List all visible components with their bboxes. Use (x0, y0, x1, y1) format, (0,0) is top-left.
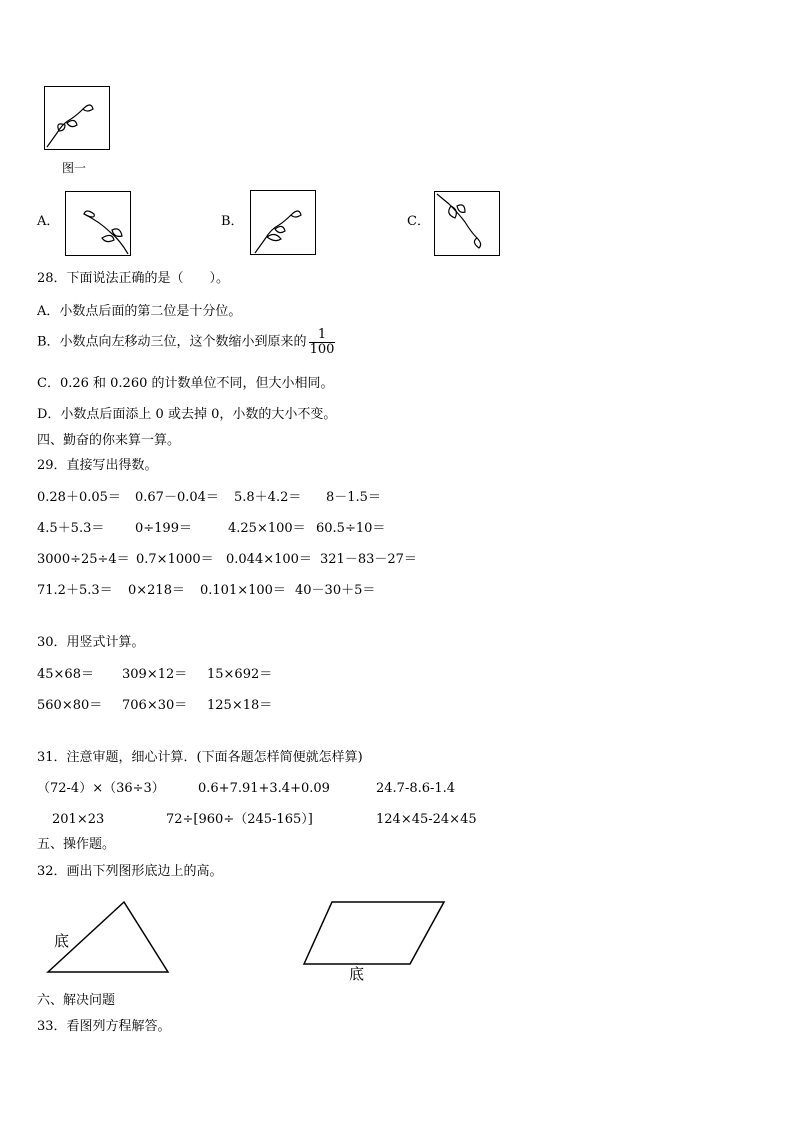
q31-r1-c3: 24.7-8.6-1.4 (376, 781, 456, 796)
q29-r2-c2: 0÷199＝ (135, 521, 192, 536)
q29-stem: 29．直接写出得数。 (37, 458, 158, 473)
q28-option-a[interactable]: A．小数点后面的第二位是十分位。 (37, 304, 242, 319)
q29-r4-c3: 0.101×100＝ (200, 583, 286, 598)
triangle-base-label: 底 (54, 932, 70, 950)
q29-r3-c3: 0.044×100＝ (226, 552, 312, 567)
q30-r1-c2: 309×12＝ (122, 667, 188, 682)
q29-r1-c4: 8－1.5＝ (326, 490, 381, 505)
q30-r1-c1: 45×68＝ (37, 667, 94, 682)
q29-r2-c1: 4.5＋5.3＝ (37, 521, 105, 536)
q33-stem: 33．看图列方程解答。 (37, 1019, 171, 1034)
q28-option-d[interactable]: D．小数点后面添上 0 或去掉 0，小数的大小不变。 (37, 407, 337, 422)
option-c-label[interactable]: C． (407, 214, 430, 229)
branch-drawing (45, 87, 109, 149)
option-c-figure[interactable] (434, 191, 500, 256)
q29-r1-c3: 5.8＋4.2＝ (234, 490, 302, 505)
section-five-heading: 五、操作题。 (37, 837, 116, 852)
q31-r2-c2: 72÷[960÷（245-165）] (166, 812, 313, 827)
branch-drawing-c (435, 192, 499, 255)
q29-r4-c1: 71.2＋5.3＝ (37, 583, 113, 598)
parallelogram-base-label: 底 (349, 965, 365, 983)
q31-stem: 31．注意审题，细心计算．(下面各题怎样简便就怎样算) (37, 750, 363, 765)
q29-r2-c4: 60.5÷10＝ (316, 521, 386, 536)
branch-drawing-b (251, 191, 315, 254)
q30-r2-c2: 706×30＝ (122, 698, 188, 713)
figure-one-box (44, 86, 110, 150)
q30-r2-c3: 125×18＝ (207, 698, 273, 713)
q28-stem: 28．下面说法正确的是（ ）。 (37, 271, 230, 286)
fraction (309, 328, 336, 356)
section-six-heading: 六、解决问题 (37, 993, 116, 1008)
branch-drawing-a (66, 192, 130, 255)
option-b-figure[interactable] (250, 190, 316, 255)
q29-r2-c3: 4.25×100＝ (228, 521, 306, 536)
option-a-figure[interactable] (65, 191, 131, 256)
q28-option-c[interactable]: C．0.26 和 0.260 的计数单位不同，但大小相同。 (37, 376, 334, 391)
section-four-heading: 四、勤奋的你来算一算。 (37, 433, 181, 448)
q29-r1-c2: 0.67－0.04＝ (135, 490, 219, 505)
fraction-numerator: 1 (309, 328, 336, 343)
figure-one-caption: 图一 (62, 161, 87, 175)
q29-r3-c1: 3000÷25÷4＝ (37, 552, 130, 567)
q29-r3-c2: 0.7×1000＝ (136, 552, 214, 567)
q29-r1-c1: 0.28＋0.05＝ (37, 490, 121, 505)
parallelogram-figure (300, 899, 448, 969)
q30-r1-c3: 15×692＝ (207, 667, 273, 682)
q29-r4-c2: 0×218＝ (128, 583, 185, 598)
q31-r2-c1: 201×23 (52, 812, 105, 827)
option-b-label[interactable]: B． (221, 214, 244, 229)
q28-option-b-text: B．小数点向左移动三位，这个数缩小到原来的 (37, 334, 307, 350)
q29-r3-c4: 321－83－27＝ (320, 552, 417, 567)
q30-r2-c1: 560×80＝ (37, 698, 103, 713)
fraction-denominator: 100 (309, 341, 335, 357)
q29-r4-c4: 40－30＋5＝ (295, 583, 376, 598)
q28-option-b[interactable] (37, 328, 335, 356)
q31-r2-c3: 124×45-24×45 (376, 812, 477, 827)
q30-stem: 30．用竖式计算。 (37, 635, 145, 650)
q31-r1-c2: 0.6+7.91+3.4+0.09 (198, 781, 330, 796)
option-a-label[interactable]: A． (37, 214, 60, 229)
q32-stem: 32．画出下列图形底边上的高。 (37, 864, 223, 879)
q31-r1-c1: （72-4）×（36÷3） (37, 781, 165, 796)
